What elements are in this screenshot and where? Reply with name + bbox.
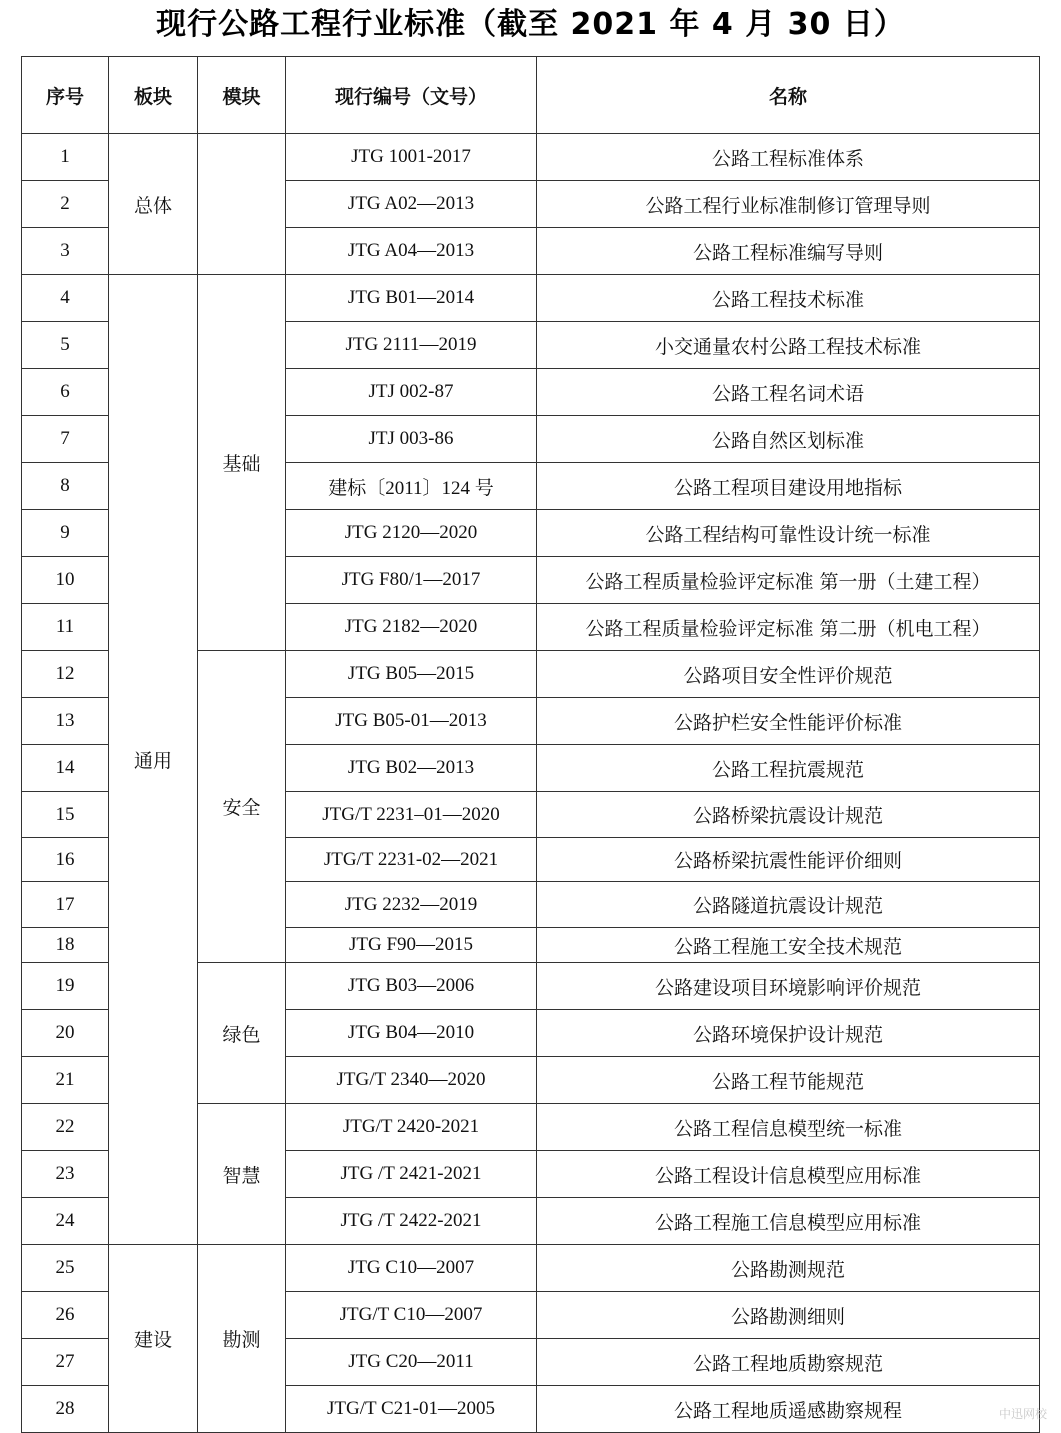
standard-name: 公路自然区划标准 xyxy=(537,416,1040,463)
standard-name: 公路工程标准体系 xyxy=(537,134,1040,181)
row-index: 27 xyxy=(22,1339,109,1386)
module-anquan: 安全 xyxy=(198,651,286,963)
row-index: 22 xyxy=(22,1104,109,1151)
row-index: 17 xyxy=(22,882,109,928)
standards-table xyxy=(21,56,1040,1433)
header-code: 现行编号（文号） xyxy=(286,57,537,134)
standard-code: JTG/T 2231-02—2021 xyxy=(286,838,537,882)
table-row xyxy=(22,1245,1040,1292)
module-zhihui: 智慧 xyxy=(198,1104,286,1245)
standard-code: JTG 2182—2020 xyxy=(286,604,537,651)
row-index: 15 xyxy=(22,792,109,838)
header-name: 名称 xyxy=(537,57,1040,134)
standard-name: 公路工程地质勘察规范 xyxy=(537,1339,1040,1386)
standard-code: JTG 2111—2019 xyxy=(286,322,537,369)
section-zongti: 总体 xyxy=(109,134,198,275)
row-index: 28 xyxy=(22,1386,109,1433)
module-jichu: 基础 xyxy=(198,275,286,651)
standard-name: 公路工程施工信息模型应用标准 xyxy=(537,1198,1040,1245)
standard-code: JTG B04—2010 xyxy=(286,1010,537,1057)
standard-code: JTG A04—2013 xyxy=(286,228,537,275)
standard-name: 公路工程名词术语 xyxy=(537,369,1040,416)
standard-name: 公路建设项目环境影响评价规范 xyxy=(537,963,1040,1010)
standard-code: JTG 2120—2020 xyxy=(286,510,537,557)
row-index: 12 xyxy=(22,651,109,698)
standard-name: 公路工程地质遥感勘察规程 xyxy=(537,1386,1040,1433)
standard-code: JTG /T 2421-2021 xyxy=(286,1151,537,1198)
standard-name: 公路工程施工安全技术规范 xyxy=(537,928,1040,963)
standard-name: 公路桥梁抗震设计规范 xyxy=(537,792,1040,838)
standard-name: 公路工程设计信息模型应用标准 xyxy=(537,1151,1040,1198)
standard-code: JTJ 002-87 xyxy=(286,369,537,416)
row-index: 10 xyxy=(22,557,109,604)
header-section: 板块 xyxy=(109,57,198,134)
standard-code: JTG 1001-2017 xyxy=(286,134,537,181)
standard-name: 公路工程技术标准 xyxy=(537,275,1040,322)
standard-name: 小交通量农村公路工程技术标准 xyxy=(537,322,1040,369)
row-index: 19 xyxy=(22,963,109,1010)
row-index: 24 xyxy=(22,1198,109,1245)
standard-code: JTG B02—2013 xyxy=(286,745,537,792)
standard-name: 公路环境保护设计规范 xyxy=(537,1010,1040,1057)
row-index: 11 xyxy=(22,604,109,651)
standard-code: JTG F80/1—2017 xyxy=(286,557,537,604)
standard-name: 公路工程结构可靠性设计统一标准 xyxy=(537,510,1040,557)
watermark: 中迅网校 xyxy=(998,1407,1047,1421)
row-index: 21 xyxy=(22,1057,109,1104)
row-index: 25 xyxy=(22,1245,109,1292)
row-index: 5 xyxy=(22,322,109,369)
standard-code: JTG C20—2011 xyxy=(286,1339,537,1386)
standard-code: JTG B05-01—2013 xyxy=(286,698,537,745)
standard-code: 建标〔2011〕124 号 xyxy=(286,463,537,510)
row-index: 4 xyxy=(22,275,109,322)
standard-name: 公路工程行业标准制修订管理导则 xyxy=(537,181,1040,228)
row-index: 23 xyxy=(22,1151,109,1198)
row-index: 6 xyxy=(22,369,109,416)
row-index: 9 xyxy=(22,510,109,557)
section-tongyong: 通用 xyxy=(109,275,198,1245)
standard-code: JTG B05—2015 xyxy=(286,651,537,698)
row-index: 14 xyxy=(22,745,109,792)
standard-name: 公路项目安全性评价规范 xyxy=(537,651,1040,698)
standard-code: JTG /T 2422-2021 xyxy=(286,1198,537,1245)
row-index: 7 xyxy=(22,416,109,463)
standard-code: JTG B03—2006 xyxy=(286,963,537,1010)
module-kance: 勘测 xyxy=(198,1245,286,1433)
standard-name: 公路工程信息模型统一标准 xyxy=(537,1104,1040,1151)
standard-code: JTG F90—2015 xyxy=(286,928,537,963)
header-index: 序号 xyxy=(22,57,109,134)
standard-name: 公路工程质量检验评定标准 第二册（机电工程） xyxy=(537,604,1040,651)
standard-code: JTG A02—2013 xyxy=(286,181,537,228)
row-index: 2 xyxy=(22,181,109,228)
standard-code: JTG 2232—2019 xyxy=(286,882,537,928)
standard-code: JTJ 003-86 xyxy=(286,416,537,463)
row-index: 26 xyxy=(22,1292,109,1339)
standard-name: 公路护栏安全性能评价标准 xyxy=(537,698,1040,745)
standard-code: JTG/T 2231–01—2020 xyxy=(286,792,537,838)
standard-name: 公路勘测细则 xyxy=(537,1292,1040,1339)
row-index: 8 xyxy=(22,463,109,510)
standard-code: JTG/T 2420-2021 xyxy=(286,1104,537,1151)
section-jianshe: 建设 xyxy=(109,1245,198,1433)
row-index: 1 xyxy=(22,134,109,181)
row-index: 3 xyxy=(22,228,109,275)
module-zongti-empty xyxy=(198,134,286,275)
standard-name: 公路工程质量检验评定标准 第一册（土建工程） xyxy=(537,557,1040,604)
standard-code: JTG/T C21-01—2005 xyxy=(286,1386,537,1433)
table-header-row xyxy=(22,57,1040,134)
header-module: 模块 xyxy=(198,57,286,134)
standard-code: JTG C10—2007 xyxy=(286,1245,537,1292)
standard-name: 公路隧道抗震设计规范 xyxy=(537,882,1040,928)
row-index: 13 xyxy=(22,698,109,745)
standard-name: 公路工程抗震规范 xyxy=(537,745,1040,792)
row-index: 20 xyxy=(22,1010,109,1057)
standard-name: 公路桥梁抗震性能评价细则 xyxy=(537,838,1040,882)
standard-code: JTG/T 2340—2020 xyxy=(286,1057,537,1104)
standard-name: 公路勘测规范 xyxy=(537,1245,1040,1292)
row-index: 16 xyxy=(22,838,109,882)
table-row xyxy=(22,275,1040,322)
row-index: 18 xyxy=(22,928,109,963)
page-title: 现行公路工程行业标准（截至 2021 年 4 月 30 日） xyxy=(156,7,905,42)
standard-code: JTG B01—2014 xyxy=(286,275,537,322)
table-row xyxy=(22,134,1040,181)
standard-name: 公路工程标准编写导则 xyxy=(537,228,1040,275)
module-lvse: 绿色 xyxy=(198,963,286,1104)
standard-code: JTG/T C10—2007 xyxy=(286,1292,537,1339)
standard-name: 公路工程节能规范 xyxy=(537,1057,1040,1104)
standard-name: 公路工程项目建设用地指标 xyxy=(537,463,1040,510)
